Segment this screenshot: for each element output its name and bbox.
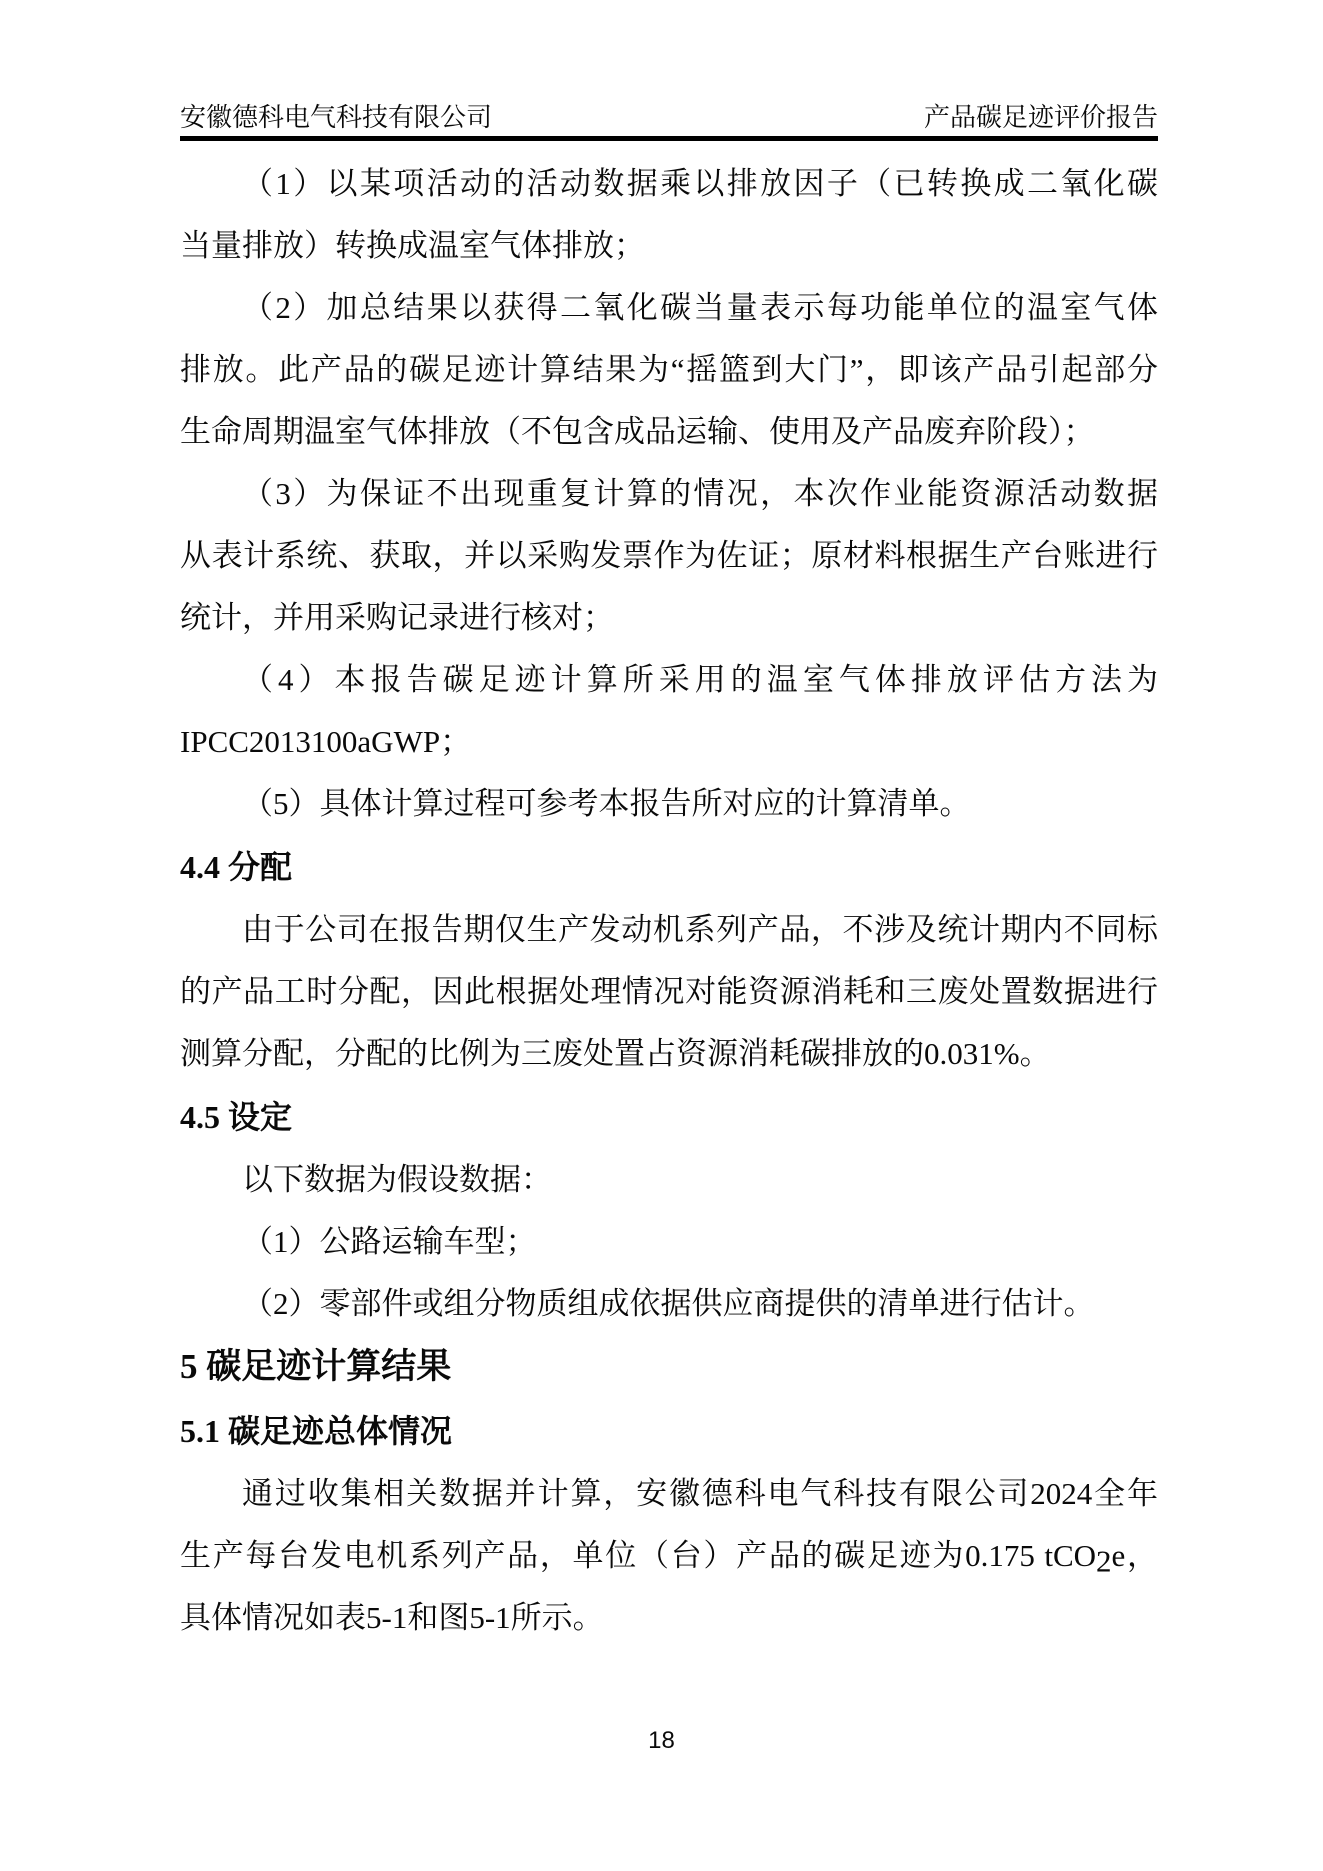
paragraph-line: 以下数据为假设数据： <box>242 1162 552 1197</box>
page-body <box>180 153 1158 1649</box>
paragraph-line: 测算分配，分配的比例为三废处置占资源消耗碳排放的0.031%。 <box>180 1036 1051 1071</box>
page-number: 18 <box>648 1727 675 1754</box>
paragraph-line: 统计，并用采购记录进行核对； <box>180 600 614 635</box>
paragraph-line: 通过收集相关数据并计算，安徽德科电气科技有限公司2024全年 <box>242 1476 1158 1511</box>
paragraph-line <box>180 1525 1158 1587</box>
paragraph-line: 由于公司在报告期仅生产发动机系列产品，不涉及统计期内不同标 <box>242 912 1158 947</box>
line-text-prefix: 生产每台发电机系列产品，单位（台）产品的碳足迹为0.175 tCO <box>180 1538 1097 1573</box>
paragraph-line: 的产品工时分配，因此根据处理情况对能资源消耗和三废处置数据进行 <box>180 974 1158 1009</box>
line-text-suffix: e， <box>1111 1538 1158 1573</box>
paragraph-line: IPCC2013100aGWP； <box>180 724 472 759</box>
list-item-line: （1）公路运输车型； <box>242 1224 537 1259</box>
section-heading-4-4: 4.4 分配 <box>180 849 293 885</box>
co2-subscript: 2 <box>1096 1543 1112 1579</box>
paragraph-line: 当量排放）转换成温室气体排放； <box>180 228 645 263</box>
paragraph-line: （5）具体计算过程可参考本报告所对应的计算清单。 <box>242 786 971 821</box>
section-heading-4-5: 4.5 设定 <box>180 1099 293 1135</box>
section-heading-5-1: 5.1 碳足迹总体情况 <box>180 1413 453 1449</box>
paragraph-line: （3）为保证不出现重复计算的情况，本次作业能资源活动数据 <box>242 476 1158 511</box>
header-report-title: 产品碳足迹评价报告 <box>923 103 1158 132</box>
paragraph-line: 排放。此产品的碳足迹计算结果为“摇篮到大门”，即该产品引起部分 <box>180 352 1158 387</box>
page-header <box>180 0 1158 141</box>
paragraph-line: （2）加总结果以获得二氧化碳当量表示每功能单位的温室气体 <box>242 290 1158 325</box>
section-heading-5: 5 碳足迹计算结果 <box>180 1347 452 1386</box>
paragraph-line: 从表计系统、获取，并以采购发票作为佐证；原材料根据生产台账进行 <box>180 538 1158 573</box>
paragraph-line: 生命周期温室气体排放（不包含成品运输、使用及产品废弃阶段）； <box>180 414 1095 449</box>
paragraph-line: （1）以某项活动的活动数据乘以排放因子（已转换成二氧化碳 <box>242 166 1158 201</box>
paragraph-line: 具体情况如表5-1和图5-1所示。 <box>180 1600 604 1635</box>
paragraph-line: （4）本报告碳足迹计算所采用的温室气体排放评估方法为 <box>242 662 1158 697</box>
list-item-line: （2）零部件或组分物质组成依据供应商提供的清单进行估计。 <box>242 1286 1095 1321</box>
header-company-name: 安徽德科电气科技有限公司 <box>180 103 493 132</box>
page-footer <box>0 1726 1323 1756</box>
